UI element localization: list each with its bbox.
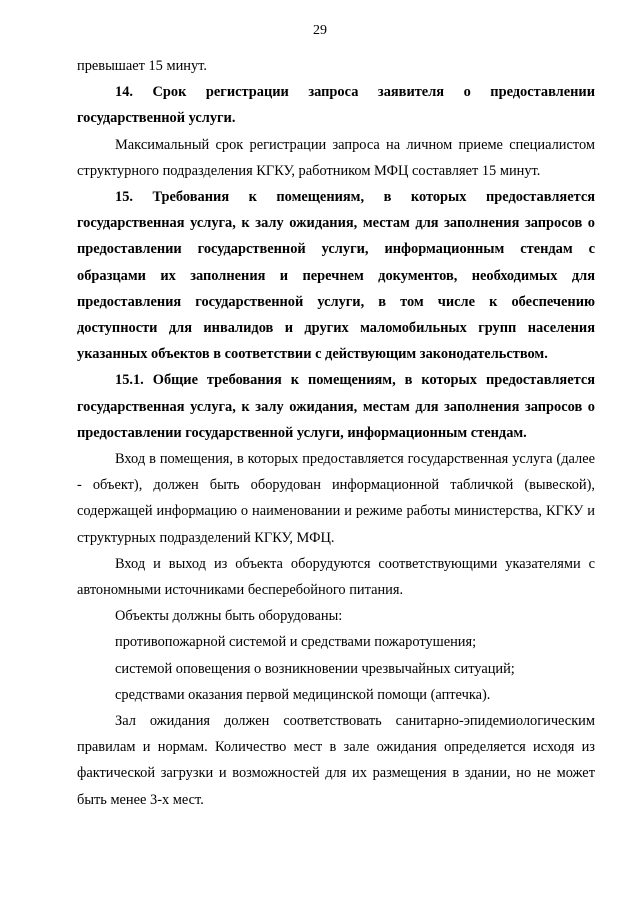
paragraph-waiting-room: Зал ожидания должен соответствовать санитарно-эпидемиологическим правилам и нормам. Количество мест в зале ожидания определяется исходя из фактической загрузки и возможностей для их размещения в здании, но не может быть менее 3-х мест. [77,713,595,808]
section-heading-14: 14. Срок регистрации запроса заявителя о предоставлении государственной услуги. [77,84,595,127]
paragraph-entrance-sign: Вход в помещения, в которых предоставляется государственная услуга (далее - объект), должен быть оборудован информационной табличкой (вывеской), содержащей информацию о наименовании и режиме работы министерства, КГКУ и структурных подразделений КГКУ, МФЦ. [77,451,595,546]
paragraph-continuation: превышает 15 минут. [77,58,207,74]
section-heading-15: 15. Требования к помещениям, в которых предоставляется государственная услуга, к залу ожидания, местам для заполнения запросов о предоставлении государственной услуги, информационным стендам с образцами их заполнения и перечнем документов, необходимых для предоставления государственной услуги, в том числе к обеспечению доступности для инвалидов и других маломобильных групп населения указанных объектов в соответствии с действующим законодательством. [77,189,595,363]
list-item: средствами оказания первой медицинской помощи (аптечка). [115,686,491,703]
paragraph-entrance-exit: Вход и выход из объекта оборудуются соответствующими указателями с автономными источниками бесперебойного питания. [77,555,595,599]
paragraph-registration-time: Максимальный срок регистрации запроса на личном приеме специалистом структурного подразделения КГКУ, работником МФЦ составляет 15 минут. [77,136,595,179]
document-body [77,53,595,813]
list-item: противопожарной системой и средствами пожаротушения; [115,634,477,651]
section-heading-15-1: 15.1. Общие требования к помещениям, в которых предоставляется государственная услуга, к залу ожидания, местам для заполнения запросов о предоставлении государственной услуги, информационным стендам. [77,372,595,441]
paragraph-equipment-intro: Объекты должны быть оборудованы: [115,608,343,625]
list-item: системой оповещения о возникновении чрезвычайных ситуаций; [115,660,515,677]
page-number: 29 [313,23,327,38]
